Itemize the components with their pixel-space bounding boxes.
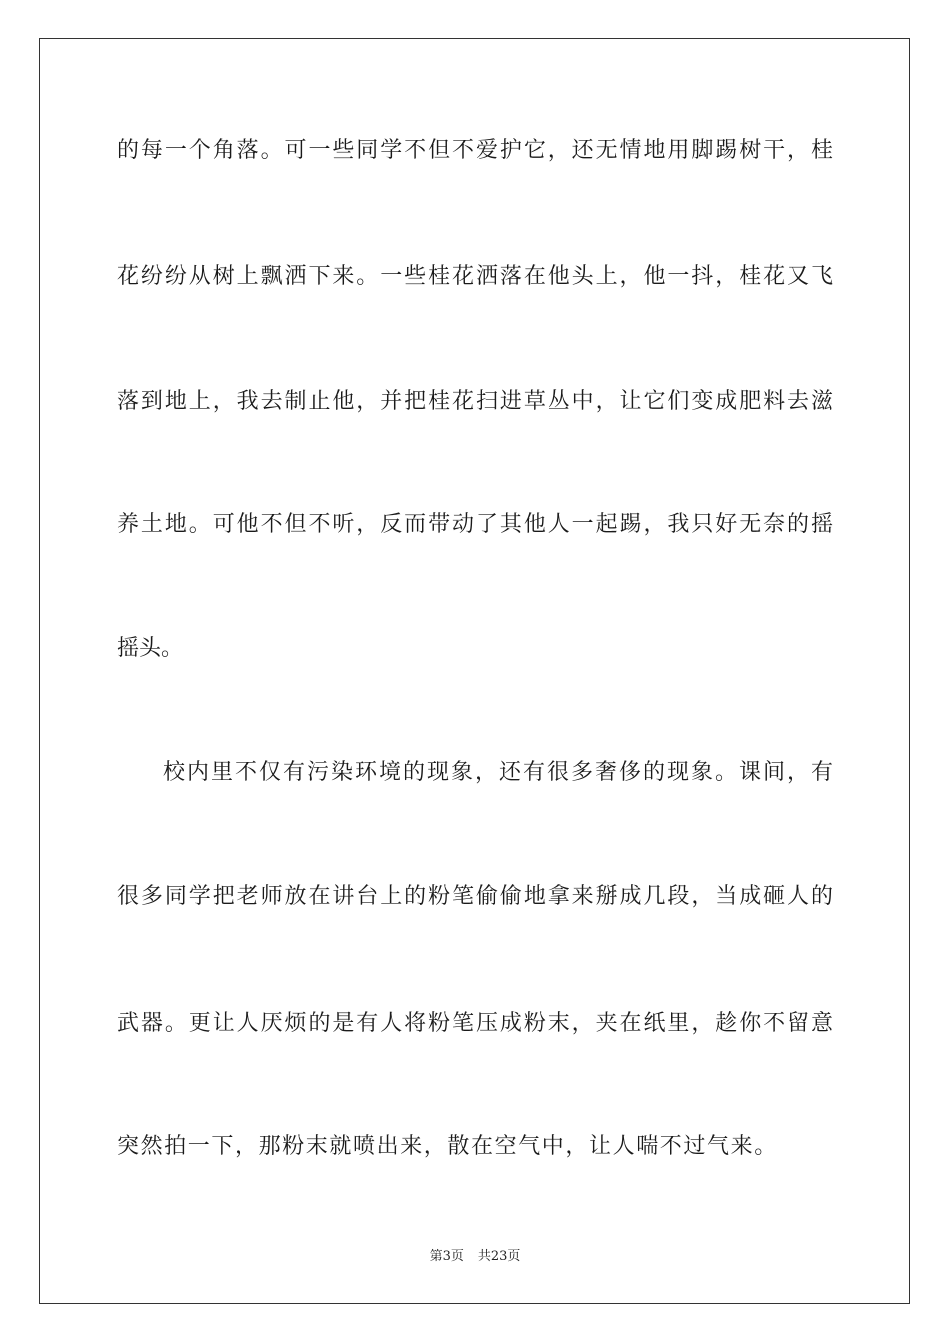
text-line: 摇头。 <box>117 636 184 661</box>
page-number: 第3页 <box>429 1249 464 1264</box>
page-footer <box>0 1248 950 1266</box>
text-line: 的每一个角落。可一些同学不但不爱护它，还无情地用脚踢树干，桂 <box>117 138 833 163</box>
text-line: 花纷纷从树上飘洒下来。一些桂花洒落在他头上，他一抖，桂花又飞 <box>117 264 833 289</box>
text-line: 落到地上，我去制止他，并把桂花扫进草丛中，让它们变成肥料去滋 <box>117 389 833 414</box>
text-line: 突然拍一下，那粉末就喷出来，散在空气中，让人喘不过气来。 <box>117 1134 778 1159</box>
text-line: 很多同学把老师放在讲台上的粉笔偷偷地拿来掰成几段，当成砸人的 <box>117 884 833 909</box>
text-line: 武器。更让人厌烦的是有人将粉笔压成粉末，夹在纸里，趁你不留意 <box>117 1011 833 1036</box>
text-line: 养土地。可他不但不听，反而带动了其他人一起踢，我只好无奈的摇 <box>117 512 833 537</box>
page-total: 共23页 <box>477 1249 521 1264</box>
paragraph-first-line: 校内里不仅有污染环境的现象，还有很多奢侈的现象。课间，有 <box>163 760 833 785</box>
page-border <box>39 38 910 1304</box>
